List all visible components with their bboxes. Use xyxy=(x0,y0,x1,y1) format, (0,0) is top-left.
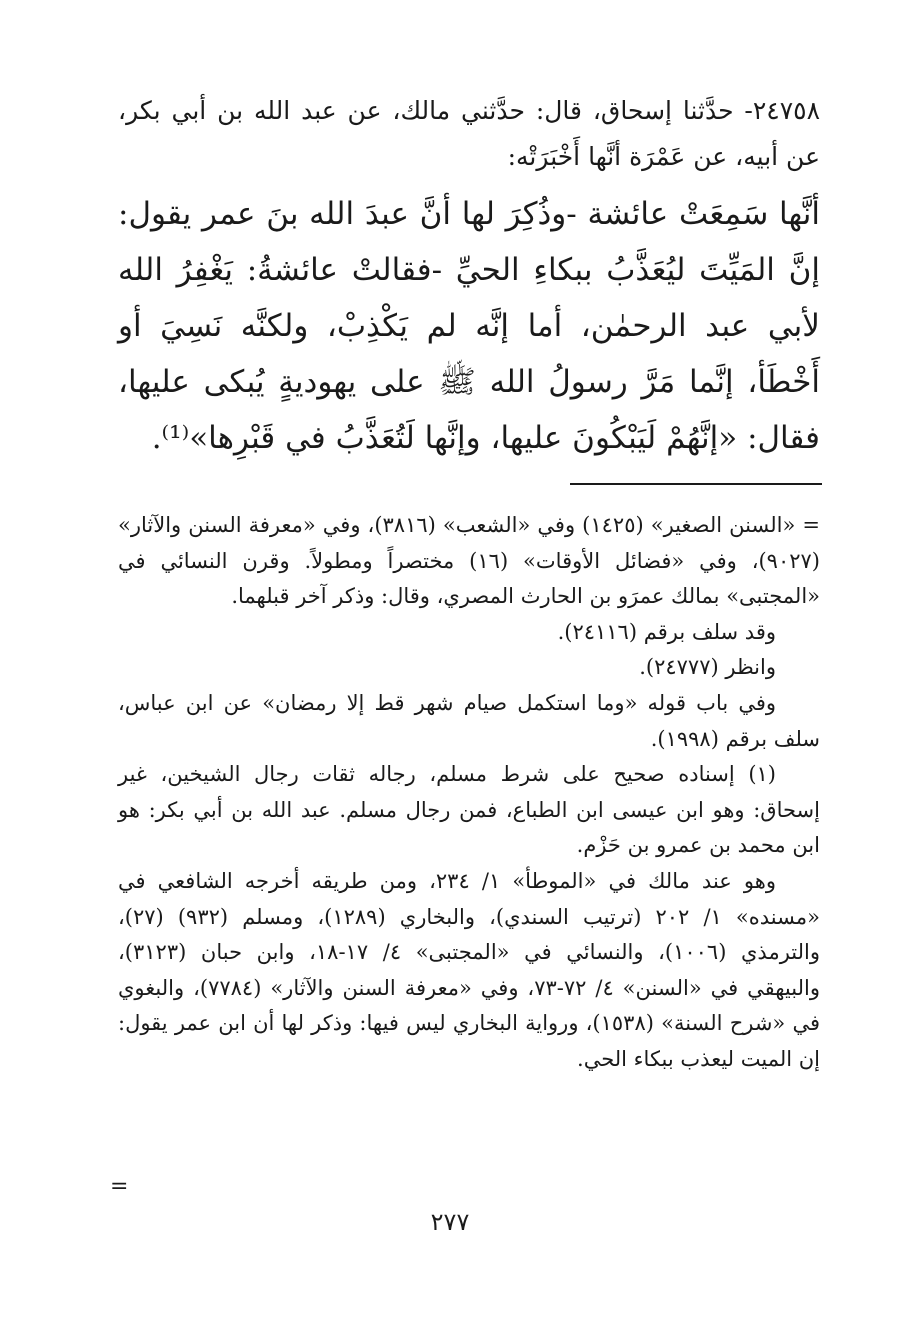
hadith-header: ٢٤٧٥٨- حدَّثنا إسحاق، قال: حدَّثني مالك، عن عبد الله بن أبي بكر، عن أبيه، عن عَمْرَة أنَّها أَخْبَرَتْه: xyxy=(118,96,820,171)
page-number: ٢٧٧ xyxy=(430,1208,470,1236)
footnote-continued: = «السنن الصغير» (١٤٢٥) وفي «الشعب» (٣٨١٦)، وفي «معرفة السنن والآثار» (٩٠٢٧)، وفي «فضائل الأوقات» (١٦) مختصراً ومطولاً. وقرن النسائي في «المجتبى» بمالك عمرَو بن الحارث المصري، وقال: وذكر آخر قبلهما. xyxy=(118,513,820,609)
footnote-line: وقد سلف برقم (٢٤١١٦). xyxy=(557,619,776,644)
footnotes xyxy=(118,508,820,1078)
footnote-separator xyxy=(570,483,822,485)
continuation-mark: = xyxy=(110,1174,129,1199)
footnote-line: وهو عند مالك في «الموطأ» ١/ ٢٣٤، ومن طريقه أخرجه الشافعي في «مسنده» ١/ ٢٠٢ (ترتيب السندي)، والبخاري (١٢٨٩)، ومسلم (٩٣٢) (٢٧)، والترمذي (١٠٠٦)، والنسائي في «المجتبى» ٤/ ١٧-١٨، وابن حبان (٣١٢٣)، والبيهقي في «السنن» ٤/ ٧٢-٧٣، وفي «معرفة السنن والآثار» (٧٧٨٤)، والبغوي في «شرح السنة» (١٥٣٨)، ورواية البخاري ليس فيها: وذكر لها أن ابن عمر يقول: إن الميت ليعذب ببكاء الحي. xyxy=(118,868,820,1071)
footnote-1: (١) إسناده صحيح على شرط مسلم، رجاله ثقات رجال الشيخين، غير إسحاق: وهو ابن عيسى ابن الطباع، فمن رجال مسلم. عبد الله بن أبي بكر: هو ابن محمد بن عمرو بن حَزْم. xyxy=(118,762,820,858)
footnote-line: وفي باب قوله «وما استكمل صيام شهر قط إلا رمضان» عن ابن عباس، سلف برقم (١٩٩٨). xyxy=(118,690,820,751)
footnote-line: وانظر (٢٤٧٧٧). xyxy=(639,655,776,680)
hadith-text: أنَّها سَمِعَتْ عائشة -وذُكِرَ لها أنَّ عبدَ الله بنَ عمر يقول: إنَّ المَيِّتَ ليُعَذَّبُ ببكاءِ الحيِّ -فقالتْ عائشةُ: يَغْفِرُ الله لأبي عبد الرحمٰن، أما إنَّه لم يَكْذِبْ، ولكنَّه نَسِيَ أو أَخْطَأ، إنَّما مَرَّ رسولُ الله ﷺ على يهوديةٍ يُبكى عليها، فقال: «إنَّهُمْ لَيَبْكُونَ عليها، وإنَّها لَتُعَذَّبُ في قَبْرِها»⁽¹⁾. xyxy=(118,196,820,456)
